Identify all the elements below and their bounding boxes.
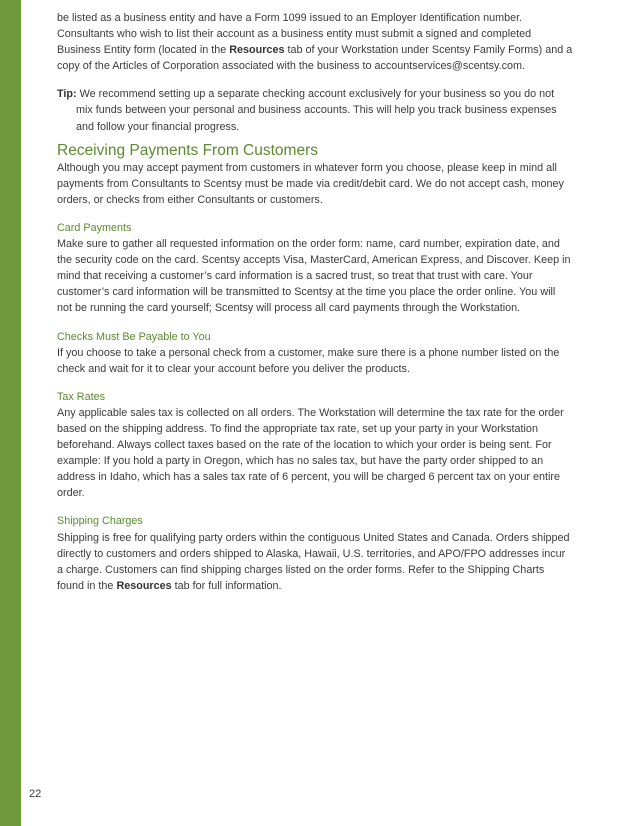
checks-section [57,329,573,377]
tax-rates-section [57,389,573,502]
resources-bold: Resources [116,579,172,592]
checks-body: If you choose to take a personal check from a customer, make sure there is a phone number listed on the check and wait for it to clear your account before you deliver the products. [57,346,560,375]
tax-rates-body: Any applicable sales tax is collected on all orders. The Workstation will determine the tax rate for the order based on the shipping address. To find the appropriate tax rate, set up your party in your Workstation beforehand. Always collect taxes based on the rate of the location to which your order is being sent. For example: If you hold a party in Oregon, which has no sales tax, but have the party order shipped to an address in Idaho, which has a sales tax rate of 6 percent, you will be charged 6 percent tax on your entire order. [57,406,564,500]
page-number: 22 [29,788,42,800]
page-content [57,10,573,594]
section-heading-receiving-payments: Receiving Payments From Customers [57,141,318,159]
card-payments-section [57,220,573,317]
resources-bold: Resources [229,44,285,57]
shipping-section [57,513,573,593]
shipping-body: Shipping is free for qualifying party orders within the contiguous United States and Canada. Orders shipped directly to customers and orders shipped to Alaska, Hawaii, U.S. territories, and APO/FPO addresses incur a charge. Customers can find shipping charges listed on the order forms. Refer to the Shipping Charts found in the Resources tab for full information. [57,531,570,592]
tax-rates-heading: Tax Rates [57,390,106,403]
page-side-bar [0,0,21,826]
intro-paragraph: be listed as a business entity and have a Form 1099 issued to an Employer Identification number. Consultants who wish to list their account as a business entity must submit a signed and completed Business Entity form (located in the Resources tab of your Workstation under Scentsy Family Forms) and a copy of the Articles of Corporation associated with the business to accountservices@scentsy.com. [57,12,573,73]
shipping-heading: Shipping Charges [57,515,143,528]
tip-label: Tip: [57,88,77,101]
checks-heading: Checks Must Be Payable to You [57,330,211,343]
tip-paragraph: Tip: We recommend setting up a separate checking account exclusively for your business so you do not mix funds between your personal and business accounts. This will help you track business expenses and follow your financial progress. [57,88,557,133]
card-payments-body: Make sure to gather all requested information on the order form: name, card number, expiration date, and the security code on the card. Scentsy accepts Visa, MasterCard, American Express, and Discover. Keep in mind that receiving a customer’s card information is a sacred trust, so treat that trust with care. Your customer’s card information will be transmitted to Scentsy at the time you place the order online. You will not be running the card yourself; Scentsy will process all card payments through the Workstation. [57,238,571,315]
card-payments-heading: Card Payments [57,221,132,234]
receiving-payments-intro: Although you may accept payment from customers in whatever form you choose, please keep in mind all payments from Consultants to Scentsy must be made via credit/debit card. We do not accept cash, money orders, or checks from either Consultants or customers. [57,161,564,206]
